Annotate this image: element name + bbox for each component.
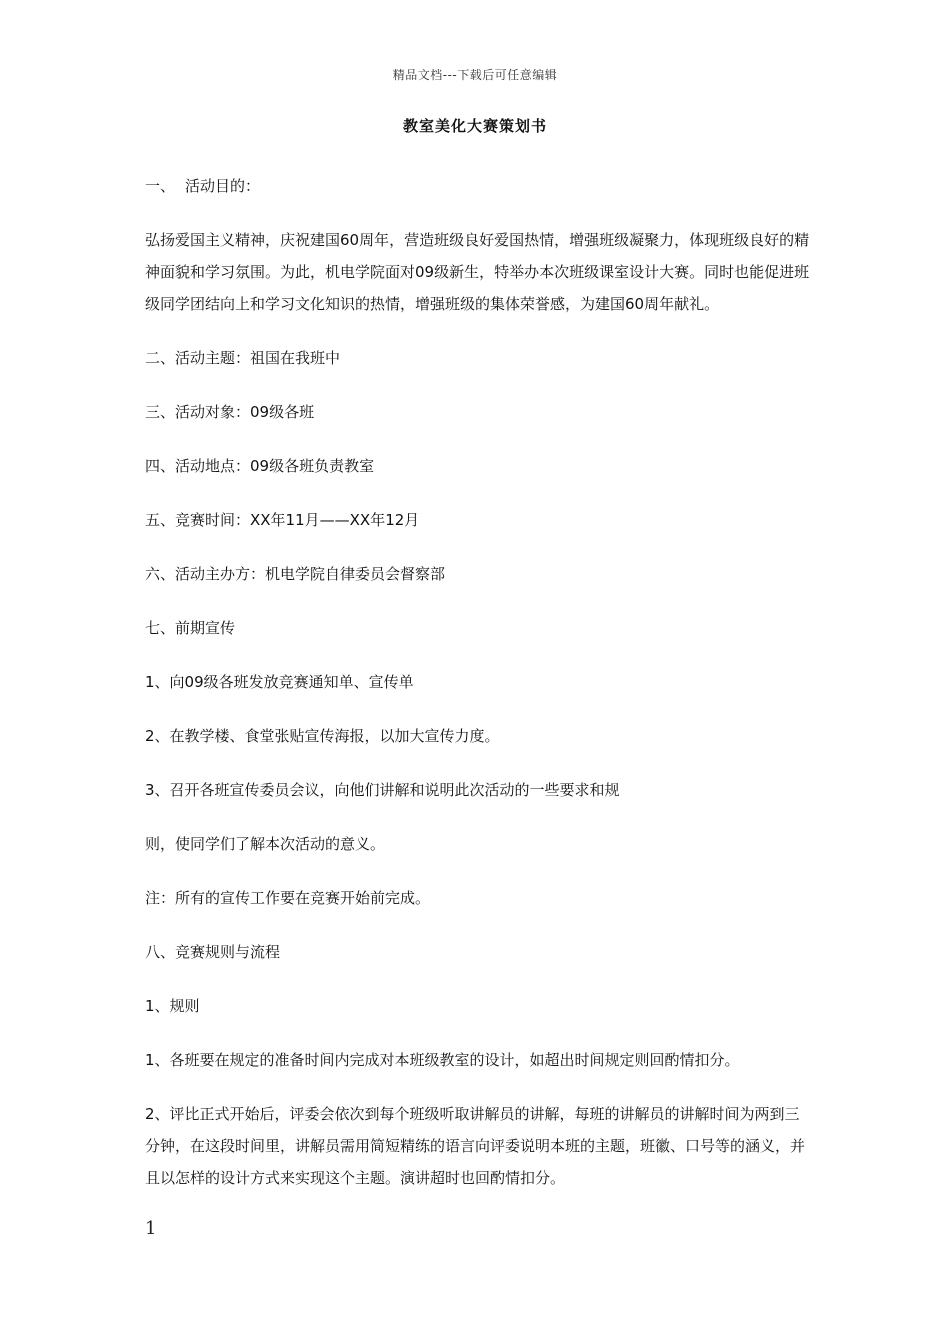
document-body [145, 170, 810, 1194]
section-7-item-3a: 3、召开各班宣传委员会议，向他们讲解和说明此次活动的一些要求和规 [145, 781, 620, 799]
section-1-title: 活动目的： [185, 177, 261, 195]
section-4: 四、活动地点：09级各班负责教室 [145, 457, 375, 475]
section-8-subheading: 1、规则 [145, 997, 200, 1015]
section-3: 三、活动对象：09级各班 [145, 403, 315, 421]
section-1-number: 一、 [145, 177, 176, 195]
section-7-heading: 七、前期宣传 [145, 619, 236, 637]
section-7-note: 注：所有的宣传工作要在竞赛开始前完成。 [145, 889, 431, 907]
section-2: 二、活动主题：祖国在我班中 [145, 349, 341, 367]
section-7-item-3b: 则，使同学们了解本次活动的意义。 [145, 835, 386, 853]
section-7-item-2: 2、在教学楼、食堂张贴宣传海报，以加大宣传力度。 [145, 727, 500, 745]
section-8-rule-1: 1、各班要在规定的准备时间内完成对本班级教室的设计，如超出时间规定则回酌情扣分。 [145, 1051, 740, 1069]
section-8-heading: 八、竞赛规则与流程 [145, 943, 281, 961]
section-5: 五、竞赛时间：XX年11月——XX年12月 [145, 511, 420, 529]
section-6: 六、活动主办方：机电学院自律委员会督察部 [145, 565, 446, 583]
section-7-item-1: 1、向09级各班发放竞赛通知单、宣传单 [145, 673, 414, 691]
document-title: 教室美化大赛策划书 [402, 117, 547, 135]
header-note: 精品文档---下载后可任意编辑 [392, 68, 558, 82]
section-1-body: 弘扬爱国主义精神，庆祝建国60周年，营造班级良好爱国热情，增强班级凝聚力，体现班级良好的精神面貌和学习氛围。为此，机电学院面对09级新生，特举办本次班级课室设计大赛。同时也能促进班级同学团结向上和学习文化知识的热情，增强班级的集体荣誉感，为建国60周年献礼。 [145, 231, 810, 313]
section-1-heading [145, 170, 810, 202]
section-8-rule-2: 2、评比正式开始后，评委会依次到每个班级听取讲解员的讲解，每班的讲解员的讲解时间为两到三分钟，在这段时间里，讲解员需用简短精练的语言向评委说明本班的主题，班徽、口号等的涵义，并且以怎样的设计方式来实现这个主题。演讲超时也回酌情扣分。 [145, 1105, 806, 1187]
page-number: 1 [145, 1218, 157, 1239]
